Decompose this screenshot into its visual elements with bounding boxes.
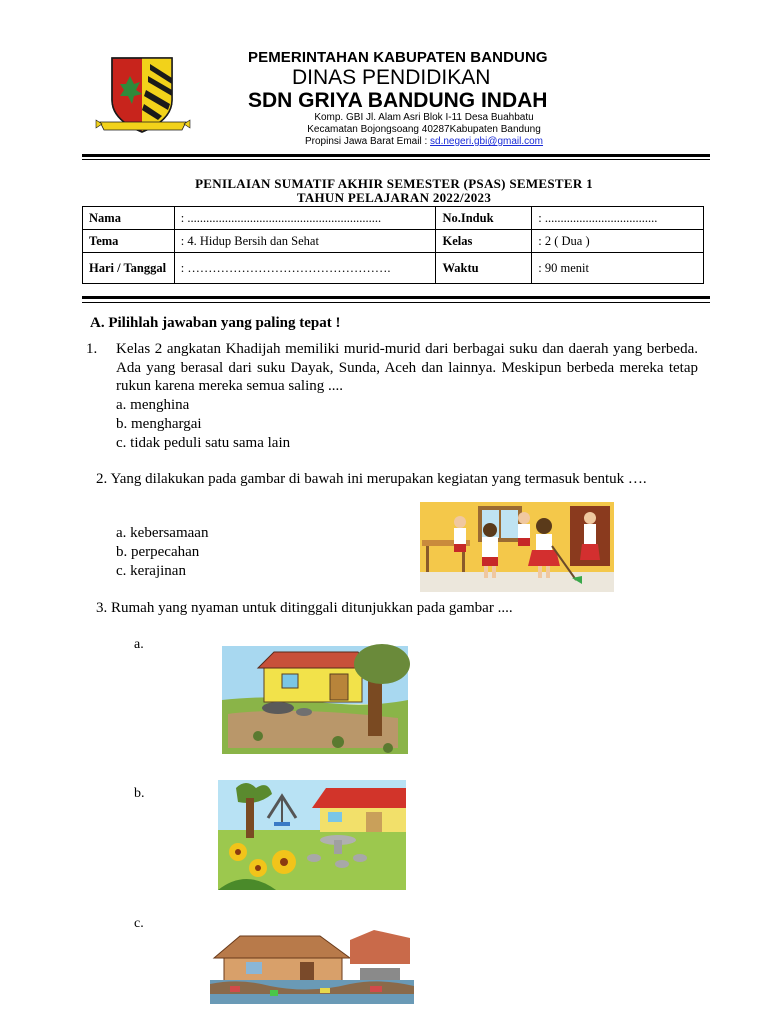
student-info-table — [82, 206, 704, 284]
question-text: 3. Rumah yang nyaman untuk ditinggali ditunjukkan pada gambar .... — [96, 600, 513, 616]
date-field[interactable]: : …………………………………………. — [174, 253, 436, 284]
school-district-logo — [92, 54, 194, 140]
table-divider-thin — [82, 302, 710, 303]
section-a-heading: A. Pilihlah jawaban yang paling tepat ! — [90, 315, 341, 331]
email-link[interactable]: sd.negeri.gbi@gmail.com — [430, 136, 544, 147]
messy-house-illustration — [218, 644, 410, 756]
exam-title: PENILAIAN SUMATIF AKHIR SEMESTER (PSAS) SEMESTER 1 — [195, 176, 593, 191]
header-divider — [82, 154, 710, 157]
date-label: Hari / Tanggal — [83, 253, 175, 284]
option-b[interactable]: b. menghargai — [116, 415, 202, 432]
table-row — [83, 230, 704, 253]
option-a[interactable]: a. menghina — [116, 396, 190, 413]
theme-label: Tema — [83, 230, 175, 253]
table-divider — [82, 296, 710, 299]
header-divider-thin — [82, 159, 710, 160]
class-label: Kelas — [436, 230, 532, 253]
name-label: Nama — [83, 207, 175, 230]
time-label: Waktu — [436, 253, 532, 284]
school-address — [250, 112, 598, 148]
answer-options — [116, 396, 698, 453]
option-a[interactable]: a. kebersamaan — [116, 525, 209, 541]
address-line-2: Kecamatan Bojongsoang 40287Kabupaten Bandung — [307, 124, 541, 135]
address-prefix: Propinsi Jawa Barat Email : — [304, 136, 431, 147]
government-title: PEMERINTAHAN KABUPATEN BANDUNG — [248, 49, 548, 66]
question-number: 1. — [86, 341, 98, 357]
question-text: Kelas 2 angkatan Khadijah memiliki murid-murid dari berbagai suku dan daerah yang berbeda. Ada yang berasal dari suku Dayak, Sunda, Aceh dan lainnya. Meskipun berbeda mereka tetap rukun karena mereka semua saling .... — [116, 341, 698, 394]
student-number-field[interactable]: : .................................... — [532, 207, 704, 230]
option-c[interactable]: c. tidak peduli satu sama lain — [116, 434, 291, 451]
table-row — [83, 207, 704, 230]
option-b[interactable]: b. perpecahan — [116, 544, 200, 560]
dirty-house-illustration — [210, 924, 414, 1004]
department-title: DINAS PENDIDIKAN — [292, 66, 491, 89]
answer-options — [116, 524, 208, 581]
name-field[interactable]: : .............................................................. — [174, 207, 436, 230]
address-line-3 — [250, 136, 598, 148]
children-cleaning-illustration — [418, 500, 616, 592]
question-3 — [96, 599, 698, 618]
student-number-label: No.Induk — [436, 207, 532, 230]
question-2 — [96, 470, 698, 489]
option-c[interactable]: c. kerajinan — [116, 563, 186, 579]
time-value: : 90 menit — [532, 253, 704, 284]
theme-value: : 4. Hidup Bersih dan Sehat — [174, 230, 436, 253]
option-c-label[interactable]: c. — [134, 916, 144, 931]
option-b-label[interactable]: b. — [134, 786, 145, 801]
address-line-1: Komp. GBI Jl. Alam Asri Blok I-11 Desa Buahbatu — [314, 112, 534, 123]
class-value: : 2 ( Dua ) — [532, 230, 704, 253]
school-name: SDN GRIYA BANDUNG INDAH — [248, 89, 548, 112]
table-row — [83, 253, 704, 284]
tidy-house-illustration — [216, 778, 408, 892]
question-1 — [86, 340, 698, 453]
option-a-label[interactable]: a. — [134, 637, 144, 652]
exam-year: TAHUN PELAJARAN 2022/2023 — [296, 190, 492, 205]
question-text: 2. Yang dilakukan pada gambar di bawah ini merupakan kegiatan yang termasuk bentuk …. — [96, 471, 647, 487]
